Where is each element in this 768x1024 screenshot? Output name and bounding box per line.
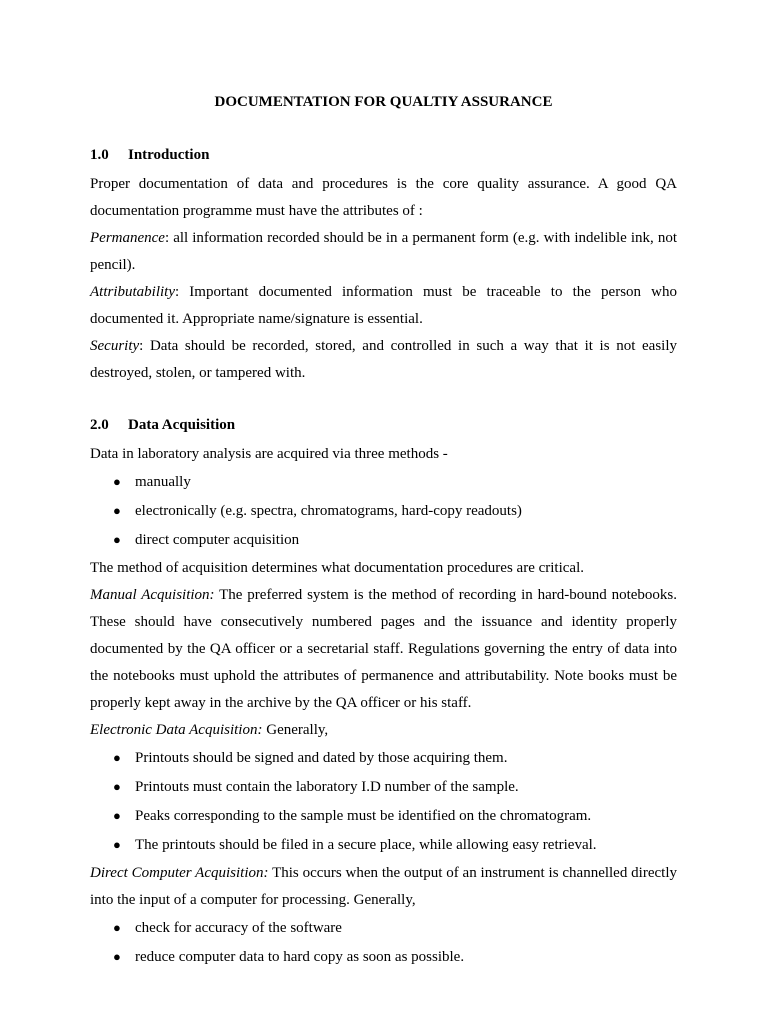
bullet-icon: ● bbox=[113, 808, 121, 823]
electronic-acquisition-paragraph bbox=[90, 717, 677, 744]
paragraph-term: Manual Acquisition: bbox=[90, 587, 215, 603]
section-heading-data-acquisition bbox=[90, 414, 677, 436]
list-item-text: reduce computer data to hard copy as soon as possible. bbox=[135, 949, 465, 965]
document-page bbox=[90, 92, 677, 972]
list-item-text: The printouts should be filed in a secure place, while allowing easy retrieval. bbox=[135, 837, 597, 853]
list-item bbox=[90, 831, 677, 860]
attribute-paragraph bbox=[90, 333, 677, 387]
attribute-text: : all information recorded should be in a permanent form (e.g. with indelible ink, not pencil). bbox=[90, 230, 677, 273]
attribute-paragraph bbox=[90, 279, 677, 333]
list-item bbox=[90, 497, 677, 526]
list-item bbox=[90, 802, 677, 831]
attribute-paragraph bbox=[90, 225, 677, 279]
list-item-text: Printouts must contain the laboratory I.D number of the sample. bbox=[135, 779, 519, 795]
paragraph-term: Direct Computer Acquisition: bbox=[90, 865, 269, 881]
paragraph: Data in laboratory analysis are acquired via three methods - bbox=[90, 446, 448, 462]
attribute-text: : Data should be recorded, stored, and controlled in such a way that it is not easily destroyed, stolen, or tampered with. bbox=[90, 338, 677, 381]
section-title: Introduction bbox=[128, 147, 210, 163]
list-item-text: Printouts should be signed and dated by those acquiring them. bbox=[135, 750, 508, 766]
paragraph-text: Generally, bbox=[262, 722, 329, 738]
list-item-text: Peaks corresponding to the sample must be identified on the chromatogram. bbox=[135, 808, 592, 824]
paragraph-text: The preferred system is the method of recording in hard-bound notebooks. These should have consecutively numbered pages and the issuance and identity properly documented by the QA officer or a secretarial staff. Regulations governing the entry of data into the notebooks must uphold the attributes of permanence and attributability. Note books must be properly kept away in the archive by the QA officer or his staff. bbox=[90, 587, 677, 711]
bullet-icon: ● bbox=[113, 474, 121, 489]
paragraph: Proper documentation of data and procedures is the core quality assurance. A good QA documentation programme must have the attributes of : bbox=[90, 176, 677, 219]
bullet-icon: ● bbox=[113, 532, 121, 547]
list-item-text: manually bbox=[135, 474, 191, 490]
manual-acquisition-paragraph bbox=[90, 582, 677, 717]
list-item bbox=[90, 526, 677, 555]
attribute-term: Attributability bbox=[90, 284, 175, 300]
list-item-text: electronically (e.g. spectra, chromatograms, hard-copy readouts) bbox=[135, 503, 522, 519]
attribute-text: : Important documented information must be traceable to the person who documented it. Appropriate name/signature is essential. bbox=[90, 284, 677, 327]
document-title: DOCUMENTATION FOR QUALTIY ASSURANCE bbox=[214, 94, 553, 110]
list-item bbox=[90, 773, 677, 802]
section-heading-introduction bbox=[90, 144, 677, 166]
spacer bbox=[90, 387, 677, 414]
methods-list bbox=[90, 468, 677, 555]
list-item-text: check for accuracy of the software bbox=[135, 920, 342, 936]
direct-acquisition-paragraph bbox=[90, 860, 677, 914]
bullet-icon: ● bbox=[113, 503, 121, 518]
list-item-text: direct computer acquisition bbox=[135, 532, 300, 548]
electronic-list bbox=[90, 744, 677, 860]
bullet-icon: ● bbox=[113, 779, 121, 794]
attribute-term: Permanence bbox=[90, 230, 165, 246]
paragraph-term: Electronic Data Acquisition: bbox=[90, 722, 263, 738]
bullet-icon: ● bbox=[113, 949, 121, 964]
paragraph: The method of acquisition determines what documentation procedures are critical. bbox=[90, 560, 584, 576]
attribute-term: Security bbox=[90, 338, 140, 354]
list-item bbox=[90, 744, 677, 773]
section-number: 2.0 bbox=[90, 417, 109, 433]
list-item bbox=[90, 914, 677, 943]
list-item bbox=[90, 468, 677, 497]
paragraph-text: This occurs when the output of an instrument is channelled directly into the input of a computer for processing. Generally, bbox=[90, 865, 677, 908]
section-number: 1.0 bbox=[90, 147, 109, 163]
section-title: Data Acquisition bbox=[128, 417, 236, 433]
bullet-icon: ● bbox=[113, 920, 121, 935]
list-item bbox=[90, 943, 677, 972]
bullet-icon: ● bbox=[113, 837, 121, 852]
bullet-icon: ● bbox=[113, 750, 121, 765]
direct-list bbox=[90, 914, 677, 972]
